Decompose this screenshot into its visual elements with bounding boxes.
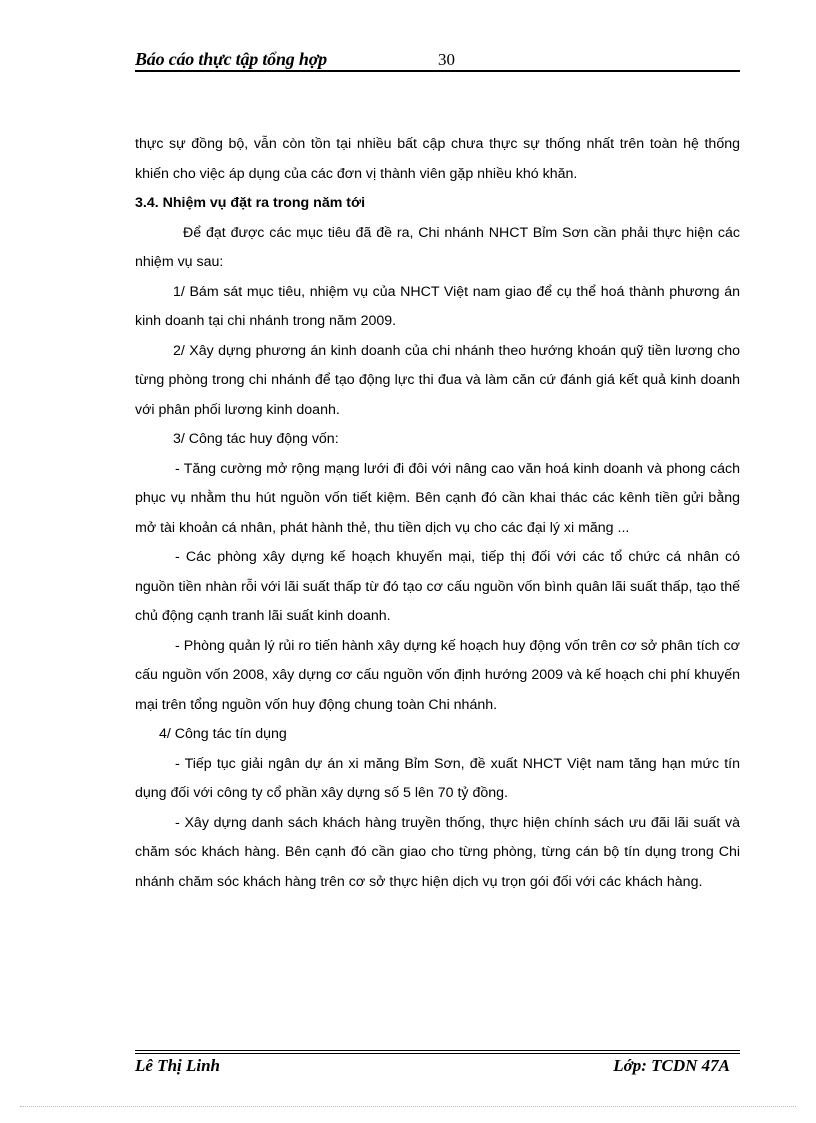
paragraph-task-3-item-3: - Phòng quản lý rủi ro tiến hành xây dựng kế hoạch huy động vốn trên cơ sở phân tích cơ cấu nguồn vốn 2008, xây dựng cơ cấu nguồn vốn định hướng 2009 và kế hoạch chi phí khuyến mại trên tổng nguồn vốn huy động chung toàn Chi nhánh. [135,637,740,713]
page-edge-line [20,1106,796,1107]
paragraph-task-3-item-1: - Tăng cường mở rộng mạng lưới đi đôi với nâng cao văn hoá kinh doanh và phong cách phục vụ nhằm thu hút nguồn vốn tiết kiệm. Bên cạnh đó cần khai thác các kênh tiền gửi bằng mở tài khoản cá nhân, phát hành thẻ, thu tiền dịch vụ cho các đại lý xi măng ... [135,460,740,536]
page-header [135,48,740,70]
paragraph-task-4-item-1: - Tiếp tục giải ngân dự án xi măng Bỉm Sơn, đề xuất NHCT Việt nam tăng hạn mức tín dụng đối với công ty cổ phần xây dựng số 5 lên 70 tỷ đồng. [135,755,740,801]
paragraph-task-3-item-2: - Các phòng xây dựng kế hoạch khuyến mại, tiếp thị đối với các tổ chức cá nhân có nguồn tiền nhàn rỗi với lãi suất thấp từ đó tạo cơ cấu nguồn vốn bình quân lãi suất thấp, tạo thế chủ động cạnh tranh lãi suất kinh doanh. [135,549,740,624]
paragraph-task-2: 2/ Xây dựng phương án kinh doanh của chi nhánh theo hướng khoán quỹ tiền lương cho từng phòng trong chi nhánh để tạo động lực thi đua và làm căn cứ đánh giá kết quả kinh doanh với phân phối lương kinh doanh. [135,342,740,418]
paragraph-task-4-heading: 4/ Công tác tín dụng [159,726,287,742]
header-divider [135,70,740,72]
document-body [135,130,740,897]
paragraph-task-4-item-2: - Xây dựng danh sách khách hàng truyền thống, thực hiện chính sách ưu đãi lãi suất và chăm sóc khách hàng. Bên cạnh đó cần giao cho từng phòng, từng cán bộ tín dụng trong Chi nhánh chăm sóc khách hàng trên cơ sở thực hiện dịch vụ trọn gói đối với các khách hàng. [135,814,740,890]
paragraph-task-1: 1/ Bám sát mục tiêu, nhiệm vụ của NHCT Việt nam giao để cụ thể hoá thành phương án kinh doanh tại chi nhánh trong năm 2009. [135,283,740,329]
paragraph-task-3-heading: 3/ Công tác huy động vốn: [173,431,339,447]
report-title: Báo cáo thực tập tổng hợp [135,49,327,69]
section-heading: 3.4. Nhiệm vụ đặt ra trong năm tới [135,195,366,211]
page-number: 30 [438,50,455,69]
paragraph-continuation: thực sự đồng bộ, vẫn còn tồn tại nhiều bất cập chưa thực sự thống nhất trên toàn hệ thống khiến cho việc áp dụng của các đơn vị thành viên gặp nhiều khó khăn. [135,136,740,182]
class-label: Lớp: TCDN 47A [613,1056,730,1075]
footer-divider [135,1050,740,1054]
paragraph-intro-tasks: Để đạt được các mục tiêu đã đề ra, Chi nhánh NHCT Bỉm Sơn cần phải thực hiện các nhiệm vụ sau: [135,224,740,270]
author-name: Lê Thị Linh [135,1056,221,1075]
page-footer [135,1056,740,1078]
